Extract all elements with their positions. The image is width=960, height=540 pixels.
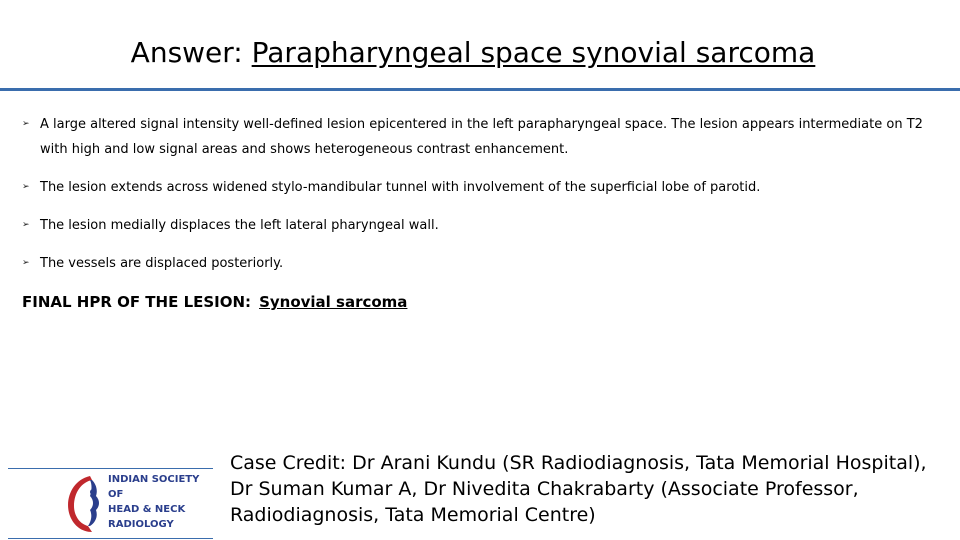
logo-line: HEAD & NECK bbox=[108, 504, 186, 515]
title-divider bbox=[0, 88, 960, 91]
society-logo bbox=[8, 458, 213, 536]
bullet-text: A large altered signal intensity well-defined lesion epicentered in the left parapharyngeal space. The lesion appears intermediate on T2 with high and low signal areas and shows heterogeneous contrast enhancement. bbox=[40, 117, 923, 157]
title-prefix: Answer: bbox=[130, 36, 252, 69]
findings-list bbox=[22, 112, 932, 289]
list-item bbox=[22, 213, 932, 238]
credit-line: Dr Suman Kumar A, Dr Nivedita Chakrabarty (Associate Professor, bbox=[230, 478, 859, 500]
logo-divider-top bbox=[8, 468, 213, 469]
arrow-bullet-icon: ➢ bbox=[22, 220, 30, 230]
bullet-text: The vessels are displaced posteriorly. bbox=[40, 256, 284, 271]
logo-wordmark bbox=[108, 472, 213, 532]
case-credit bbox=[230, 450, 950, 528]
logo-line: INDIAN SOCIETY OF bbox=[108, 474, 200, 500]
arrow-bullet-icon: ➢ bbox=[22, 258, 30, 268]
slide-title bbox=[0, 36, 946, 69]
final-hpr-value: Synovial sarcoma bbox=[259, 293, 408, 311]
list-item bbox=[22, 112, 932, 162]
bullet-text: The lesion medially displaces the left lateral pharyngeal wall. bbox=[40, 218, 439, 233]
bullet-text: The lesion extends across widened stylo-mandibular tunnel with involvement of the superficial lobe of parotid. bbox=[40, 180, 761, 195]
title-diagnosis: Parapharyngeal space synovial sarcoma bbox=[251, 36, 816, 69]
arrow-bullet-icon: ➢ bbox=[22, 119, 30, 129]
list-item bbox=[22, 175, 932, 200]
arrow-bullet-icon: ➢ bbox=[22, 182, 30, 192]
final-hpr-label: FINAL HPR OF THE LESION: bbox=[22, 293, 252, 311]
head-neck-emblem-icon bbox=[60, 470, 110, 536]
credit-line: Radiodiagnosis, Tata Memorial Centre) bbox=[230, 504, 596, 526]
list-item bbox=[22, 251, 932, 276]
logo-line: RADIOLOGY bbox=[108, 519, 174, 530]
logo-divider-bottom bbox=[8, 538, 213, 539]
final-hpr bbox=[22, 293, 407, 311]
credit-line: Case Credit: Dr Arani Kundu (SR Radiodiagnosis, Tata Memorial Hospital), bbox=[230, 452, 927, 474]
